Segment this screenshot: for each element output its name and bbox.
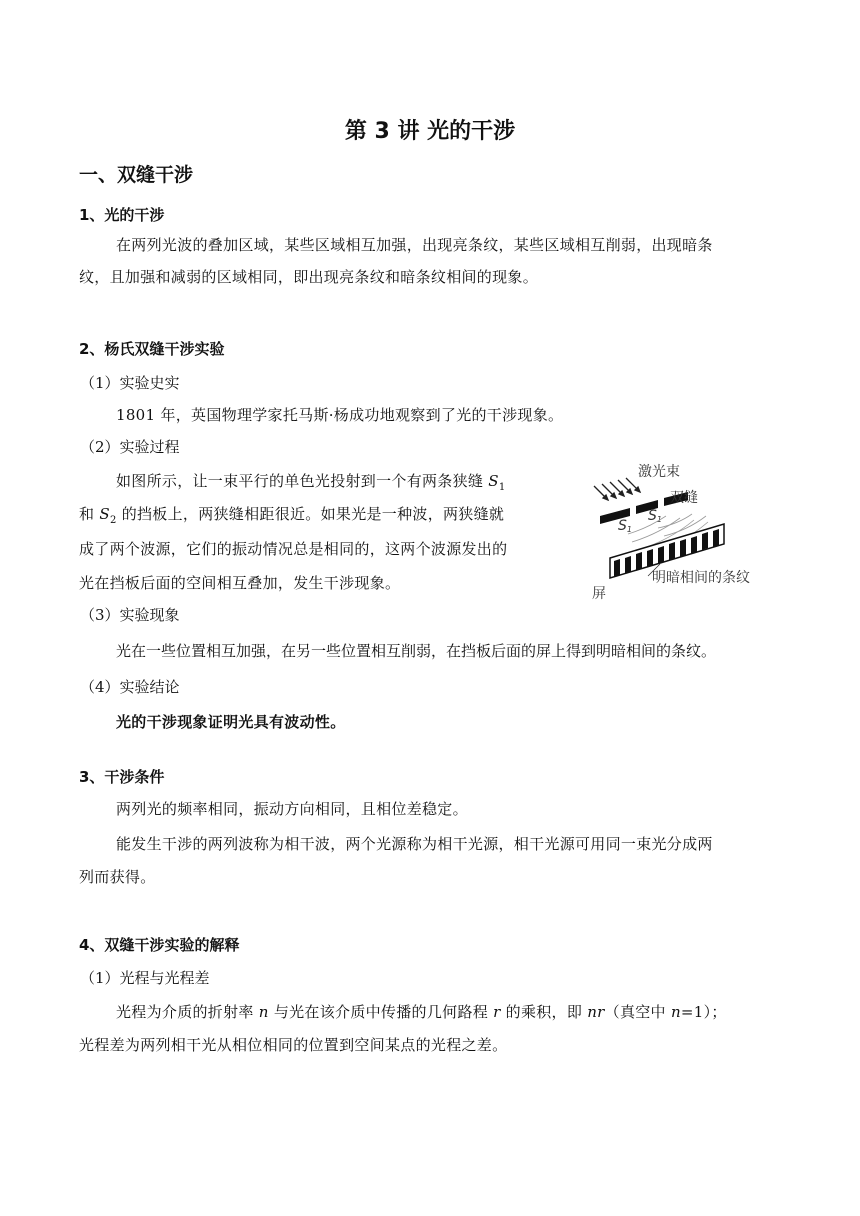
conditions-text: 两列光的频率相同，振动方向相同，且相位差稳定。 [116,800,468,818]
process-line2-pre: 和 [79,505,100,523]
subheading-optical-path: （1）光程与光程差 [80,969,210,987]
optical-path-line2: 光程差为两列相干光从相位相同的位置到空间某点的光程之差。 [79,1036,508,1054]
symbol-nr: nr [587,1003,605,1021]
double-slit-diagram [588,458,788,608]
heading-explanation: 4、双缝干涉实验的解释 [79,936,240,954]
label-screen: 屏 [592,586,606,602]
subheading-phenomenon: （3）实验现象 [80,606,180,624]
process-line1-text: 如图所示，让一束平行的单色光投射到一个有两条狭缝 [116,472,489,490]
paragraph-interference-line1: 在两列光波的叠加区域，某些区域相互加强，出现亮条纹，某些区域相互削弱，出现暗条 [116,236,713,254]
optical-path-text-e: =1）； [680,1003,727,1021]
label-double-slit: 双缝 [670,490,698,506]
optical-path-text-d: （真空中 [604,1003,671,1021]
page-title: 第 3 讲 光的干涉 [344,119,516,144]
history-text: 1801 年，英国物理学家托马斯·杨成功地观察到了光的干涉现象。 [116,406,564,424]
heading-young-experiment: 2、杨氏双缝干涉实验 [79,340,225,358]
subheading-process: （2）实验过程 [80,438,180,456]
process-line2-post: 的挡板上，两狭缝相距很近。如果光是一种波，两狭缝就 [116,505,505,523]
process-line3: 成了两个波源，它们的振动情况总是相同的，这两个波源发出的 [79,540,508,558]
label-laser-beam: 激光束 [638,464,680,480]
process-line4: 光在挡板后面的空间相互叠加，发生干涉现象。 [79,574,401,592]
label-s1: S1 [618,518,632,534]
slit-s2-symbol: S [99,505,110,523]
paragraph-interference-line2: 纹，且加强和减弱的区域相同，即出现亮条纹和暗条纹相间的现象。 [79,268,539,286]
coherent-line2: 列而获得。 [79,868,156,886]
label-fringes: 明暗相间的条纹 [652,570,750,586]
section-heading-double-slit: 一、双缝干涉 [79,164,194,186]
optical-path-text-b: 与光在该介质中传播的几何路程 [268,1003,494,1021]
laser-arrows [594,478,640,500]
subheading-history: （1）实验史实 [80,374,180,392]
slit-s1-symbol: S [488,472,499,490]
slit-s1-subscript: 1 [498,482,506,493]
optical-path-text-c: 的乘积，即 [500,1003,588,1021]
slit-s2-subscript: 2 [109,515,117,526]
label-s2: S1 [648,508,662,524]
process-line2 [79,503,504,526]
heading-interference-conditions: 3、干涉条件 [79,768,165,786]
optical-path-line1 [116,1001,727,1022]
optical-path-text-a: 光程为介质的折射率 [116,1003,259,1021]
symbol-n-vacuum: n [670,1003,681,1021]
conclusion-text: 光的干涉现象证明光具有波动性。 [116,713,346,731]
phenomenon-text: 光在一些位置相互加强，在另一些位置相互削弱，在挡板后面的屏上得到明暗相间的条纹。 [116,642,717,660]
heading-light-interference: 1、光的干涉 [79,206,165,224]
process-line1 [116,470,506,493]
symbol-n: n [258,1003,269,1021]
subheading-conclusion: （4）实验结论 [80,678,180,696]
coherent-line1: 能发生干涉的两列波称为相干波，两个光源称为相干光源，相干光源可用同一束光分成两 [116,835,713,853]
symbol-r: r [493,1003,501,1021]
